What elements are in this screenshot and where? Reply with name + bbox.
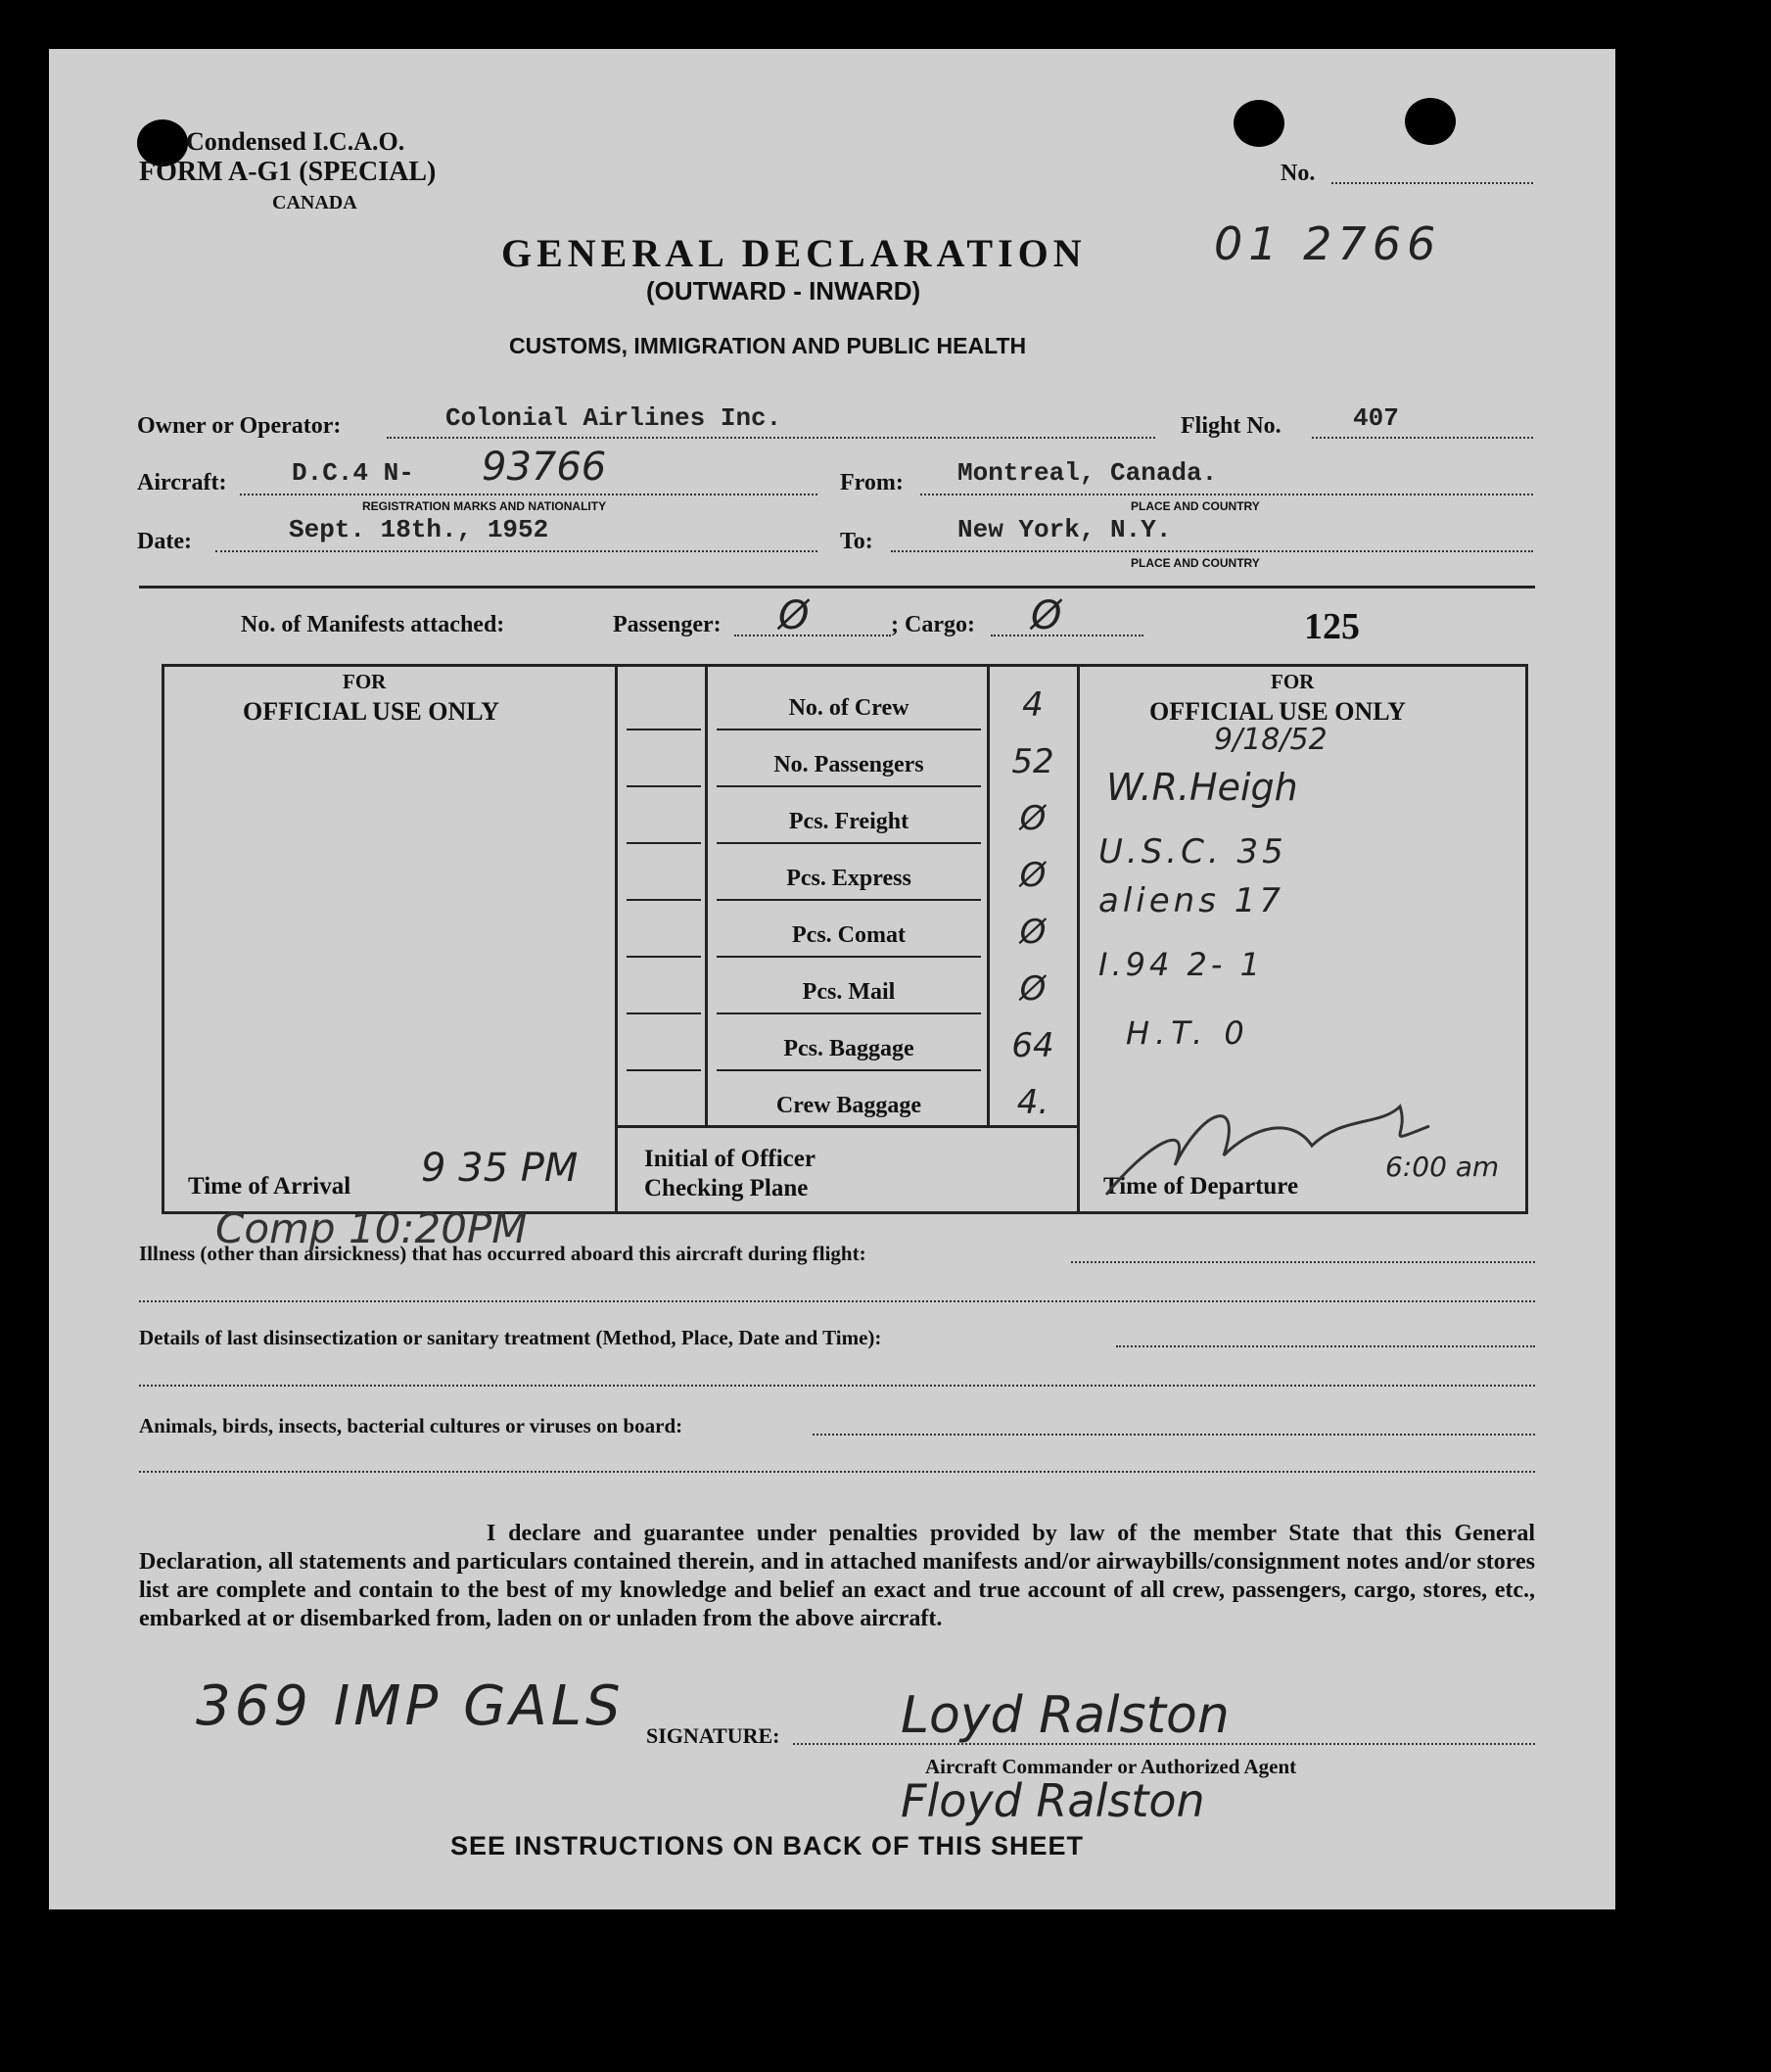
row-rule: [627, 785, 701, 787]
right-official-label: OFFICIAL USE ONLY: [1149, 697, 1406, 726]
row-rule: [717, 842, 981, 844]
declaration-sheet: [49, 49, 1615, 1909]
table-divider: [987, 664, 990, 1125]
row-label: Crew Baggage: [775, 1093, 922, 1118]
row-rule: [717, 899, 981, 901]
aircraft-value-hand: 93766: [482, 445, 607, 490]
aircraft-line: [240, 494, 817, 495]
declaration-text: I declare and guarantee under penalties provided by law of the member State that this General Declaration, all statements and particulars contained therein, and in attached manifests and/or airwaybills/consignment notes and/or stores list are complete and contain to the best of my knowledge and belief an exact and true account of all crew, passengers, cargo, stores, etc., embarked at or disembarked from, laden on or unladen from the above aircraft.: [139, 1521, 1535, 1631]
row-rule: [627, 956, 701, 958]
row-rule: [627, 842, 701, 844]
animals-label: Animals, birds, insects, bacterial cultures or viruses on board:: [139, 1414, 683, 1437]
row-rule: [717, 729, 981, 730]
row-label: No. of Crew: [788, 695, 909, 721]
to-label: To:: [840, 529, 873, 554]
row-rule: [627, 1012, 701, 1014]
aircraft-label: Aircraft:: [137, 470, 227, 495]
row-rule: [717, 785, 981, 787]
signature-label: SIGNATURE:: [646, 1723, 780, 1748]
disinsect-line: [1116, 1345, 1535, 1347]
animals-line2: [139, 1471, 1535, 1473]
illness-line2: [139, 1300, 1535, 1302]
official-note: W.R.Heigh: [1106, 766, 1298, 809]
row-value: 64: [1011, 1026, 1054, 1065]
punch-hole: [1405, 98, 1456, 145]
table-divider: [705, 664, 708, 1125]
row-rule: [717, 956, 981, 958]
departure-value: 6:00 am: [1385, 1151, 1500, 1183]
header-divider: [139, 586, 1535, 589]
illness-label: Illness (other than airsickness) that has occurred aboard this aircraft during flight:: [139, 1242, 866, 1265]
left-official-label: OFFICIAL USE ONLY: [243, 697, 499, 726]
fuel-note: 369 IMP GALS: [196, 1674, 625, 1738]
punch-hole: [1234, 100, 1284, 147]
signature-printed-hand: Floyd Ralston: [901, 1774, 1205, 1827]
cargo-value: Ø: [1031, 593, 1062, 638]
row-label: Pcs. Express: [786, 866, 911, 891]
row-value: 4.: [1016, 1083, 1049, 1122]
page-title: GENERAL DECLARATION: [501, 231, 1087, 275]
to-place-caption: PLACE AND COUNTRY: [1131, 556, 1260, 570]
row-label: Pcs. Freight: [788, 809, 909, 834]
table-divider: [615, 1125, 618, 1211]
flight-line: [1312, 437, 1533, 439]
signature-caption: Aircraft Commander or Authorized Agent: [925, 1755, 1297, 1778]
row-rule: [627, 1069, 701, 1071]
row-value: Ø: [1019, 969, 1047, 1009]
disinsect-label: Details of last disinsectization or sanitary treatment (Method, Place, Date and Time):: [139, 1326, 882, 1349]
row-value: 4: [1022, 685, 1044, 725]
official-note: 9/18/52: [1214, 723, 1328, 757]
date-value: Sept. 18th., 1952: [289, 515, 549, 544]
row-value: Ø: [1019, 913, 1047, 952]
cargo-label: ; Cargo:: [891, 612, 975, 637]
row-label: Pcs. Baggage: [783, 1036, 914, 1061]
row-label: No. Passengers: [773, 752, 924, 777]
form-header-line1: Condensed I.C.A.O.: [186, 127, 405, 156]
handwritten-ref: 01 2766: [1214, 217, 1442, 270]
form-no-label: No.: [1281, 161, 1316, 186]
row-rule: [627, 729, 701, 730]
illness-line: [1071, 1261, 1535, 1263]
official-note: U.S.C. 35: [1098, 832, 1287, 871]
owner-line: [387, 437, 1155, 439]
arrival-label: Time of Arrival: [188, 1173, 351, 1200]
officer-label-line2: Checking Plane: [644, 1175, 809, 1201]
flight-value: 407: [1353, 403, 1399, 433]
from-line: [920, 494, 1533, 495]
date-label: Date:: [137, 529, 192, 554]
table-divider: [1077, 664, 1080, 1211]
owner-label: Owner or Operator:: [137, 413, 342, 439]
row-value: Ø: [1019, 799, 1047, 838]
official-note: aliens 17: [1098, 881, 1284, 920]
form-name: FORM A-G1 (SPECIAL): [139, 157, 437, 187]
footer-instructions: SEE INSTRUCTIONS ON BACK OF THIS SHEET: [450, 1831, 1085, 1860]
table-divider: [615, 1125, 1080, 1128]
official-note: H.T. 0: [1126, 1014, 1250, 1052]
aircraft-value-typed: D.C.4 N-: [292, 458, 414, 488]
departure-label: Time of Departure: [1103, 1173, 1299, 1200]
owner-value: Colonial Airlines Inc.: [445, 403, 782, 433]
passenger-value: Ø: [778, 593, 810, 638]
stamp-number: 125: [1304, 606, 1360, 647]
row-label: Pcs. Comat: [792, 922, 906, 948]
passenger-label: Passenger:: [613, 612, 722, 637]
from-label: From:: [840, 470, 904, 495]
cargo-line: [991, 635, 1143, 636]
animals-line: [813, 1434, 1535, 1436]
date-line: [215, 550, 817, 552]
row-label: Pcs. Mail: [802, 979, 896, 1005]
arrival-value: 9 35 PM: [421, 1146, 579, 1191]
registration-caption: REGISTRATION MARKS AND NATIONALITY: [362, 499, 607, 513]
row-rule: [717, 1069, 981, 1071]
row-value: Ø: [1019, 856, 1047, 895]
passenger-line: [734, 635, 891, 636]
left-for-label: FOR: [343, 670, 387, 693]
illness-hand-note: Comp 10:20PM: [215, 1204, 528, 1252]
page-subheading: CUSTOMS, IMMIGRATION AND PUBLIC HEALTH: [509, 333, 1027, 358]
to-value: New York, N.Y.: [957, 515, 1172, 544]
from-value: Montreal, Canada.: [957, 458, 1218, 488]
table-divider: [615, 664, 618, 1125]
officer-initial-scribble: [1087, 1087, 1498, 1204]
officer-label-line1: Initial of Officer: [644, 1146, 816, 1172]
flight-label: Flight No.: [1181, 413, 1282, 439]
official-note: I.94 2- 1: [1098, 946, 1264, 983]
manifests-label: No. of Manifests attached:: [241, 612, 505, 637]
signature-handwritten: Loyd Ralston: [901, 1686, 1230, 1745]
form-country: CANADA: [272, 192, 357, 213]
to-line: [891, 550, 1533, 552]
row-rule: [717, 1012, 981, 1014]
from-place-caption: PLACE AND COUNTRY: [1131, 499, 1260, 513]
right-for-label: FOR: [1271, 670, 1315, 693]
row-rule: [627, 899, 701, 901]
disinsect-line2: [139, 1385, 1535, 1387]
form-no-line: [1331, 182, 1533, 184]
row-value: 52: [1011, 742, 1054, 781]
page-subtitle: (OUTWARD - INWARD): [646, 276, 921, 306]
